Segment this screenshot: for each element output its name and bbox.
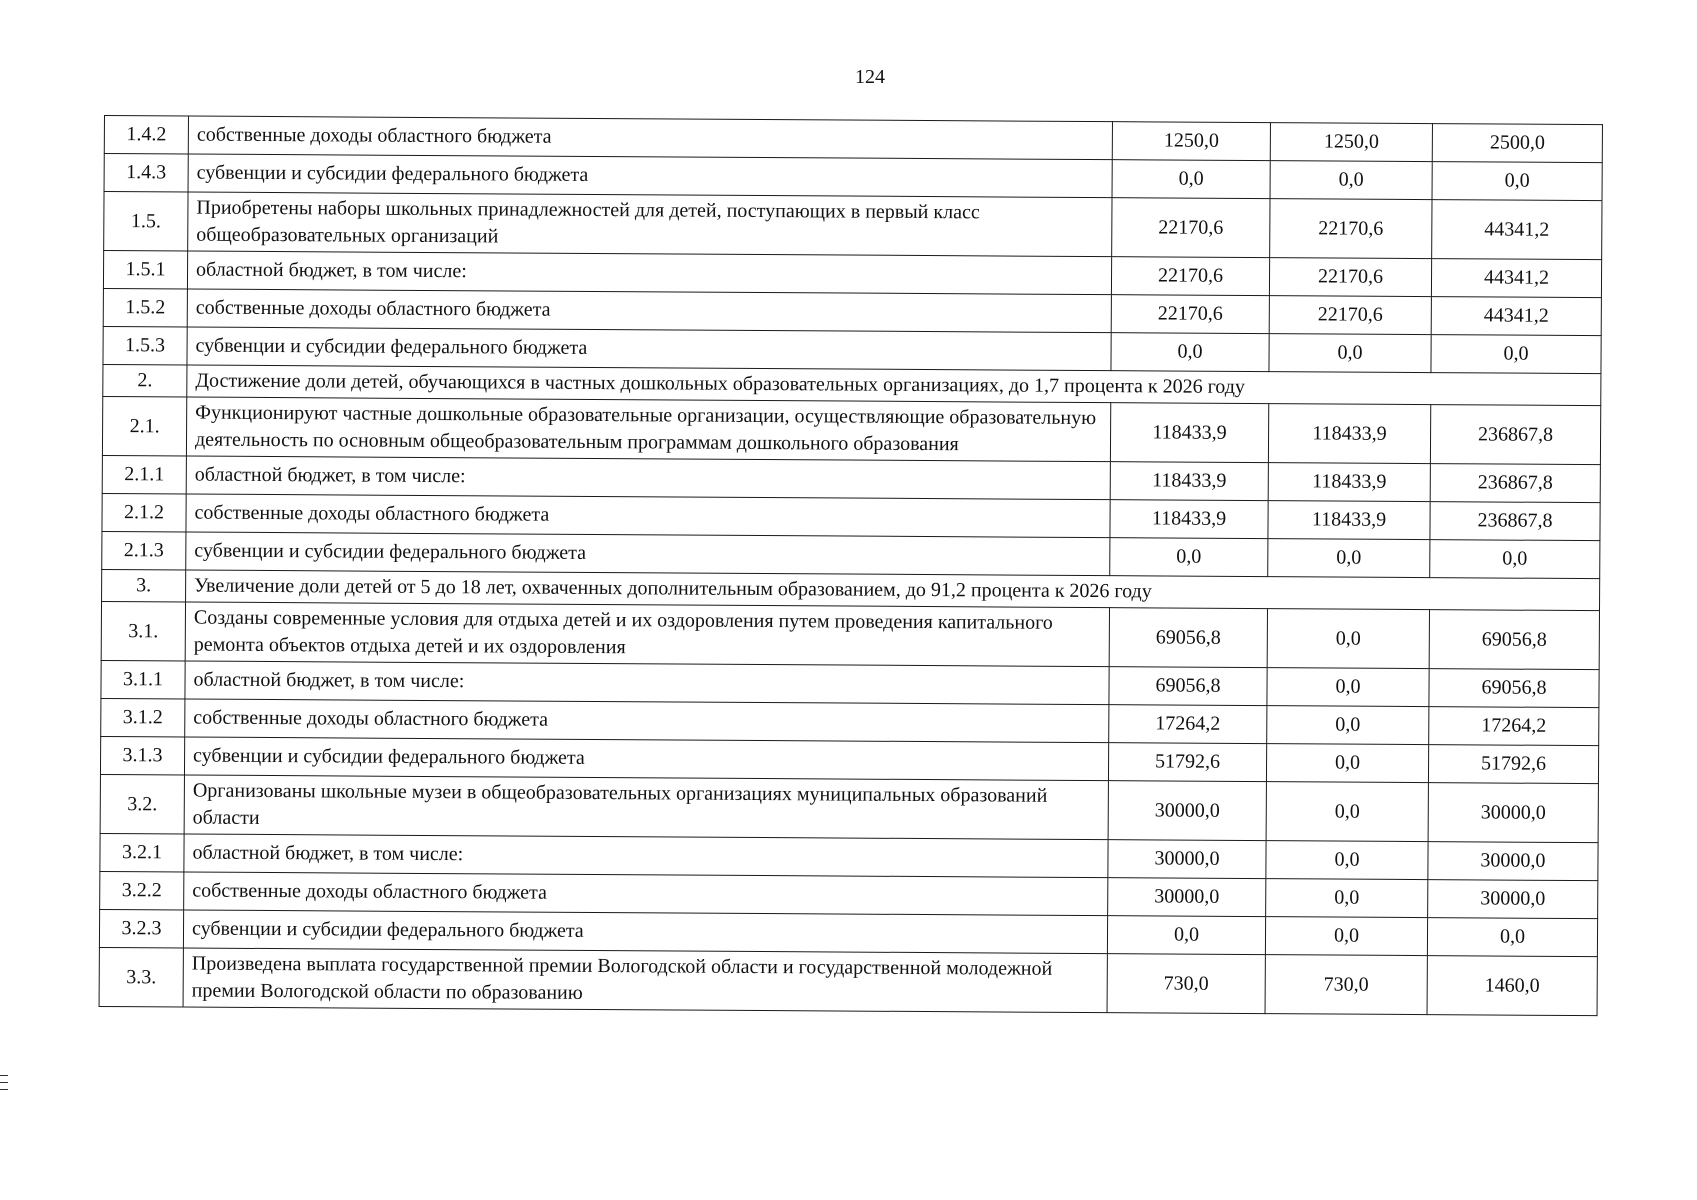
row-number: 3.2. — [100, 774, 184, 834]
table-row — [99, 947, 1597, 1015]
table-body — [99, 116, 1602, 1016]
row-number: 3. — [102, 569, 186, 602]
row-number: 2.1. — [102, 396, 186, 456]
value-cell-2: 118433,9 — [1268, 404, 1430, 464]
row-description: субвенции и субсидии федерального бюджета — [187, 327, 1111, 371]
value-cell-3: 30000,0 — [1428, 842, 1598, 881]
section-description: Достижение доли детей, обучающихся в частных дошкольных образовательных организациях, до 1,7 процента к 2026 году — [187, 365, 1601, 406]
value-cell-1: 30000,0 — [1108, 840, 1266, 879]
value-cell-3: 0,0 — [1430, 540, 1600, 579]
value-cell-3: 236867,8 — [1430, 502, 1600, 541]
value-cell-3: 44341,2 — [1431, 259, 1601, 298]
row-number: 1.5.2 — [103, 288, 187, 327]
value-cell-3: 0,0 — [1427, 918, 1597, 957]
row-number: 1.4.3 — [104, 154, 188, 193]
margin-marks — [0, 1075, 8, 1096]
value-cell-2: 22170,6 — [1269, 296, 1431, 335]
value-cell-3: 30000,0 — [1428, 783, 1598, 843]
row-description: Созданы современные условия для отдыха детей и их оздоровления путем проведения капитального ремонта объектов отдыха детей и их оздоровления — [185, 602, 1109, 667]
value-cell-3: 0,0 — [1431, 335, 1601, 374]
row-description: областной бюджет, в том числе: — [184, 834, 1108, 878]
row-description: Приобретены наборы школьных принадлежностей для детей, поступающих в первый класс общеобразовательных организаций — [188, 192, 1112, 257]
value-cell-1: 1250,0 — [1112, 122, 1270, 161]
table-row — [102, 396, 1600, 464]
value-cell-2: 118433,9 — [1268, 463, 1430, 502]
value-cell-1: 118433,9 — [1110, 403, 1268, 463]
value-cell-2: 118433,9 — [1268, 501, 1430, 540]
row-description: субвенции и субсидии федерального бюджета — [188, 154, 1112, 198]
row-description: субвенции и субсидии федерального бюджета — [183, 910, 1107, 954]
value-cell-1: 118433,9 — [1110, 462, 1268, 501]
value-cell-2: 0,0 — [1267, 609, 1429, 669]
row-description: областной бюджет, в том числе: — [185, 661, 1109, 705]
value-cell-2: 0,0 — [1267, 706, 1429, 745]
row-description: собственные доходы областного бюджета — [187, 289, 1111, 333]
value-cell-2: 730,0 — [1265, 955, 1427, 1015]
value-cell-2: 0,0 — [1269, 334, 1431, 373]
value-cell-1: 30000,0 — [1108, 781, 1266, 841]
value-cell-2: 0,0 — [1265, 917, 1427, 956]
value-cell-2: 0,0 — [1270, 161, 1432, 200]
value-cell-2: 0,0 — [1268, 539, 1430, 578]
row-number: 3.1. — [101, 601, 185, 661]
value-cell-3: 0,0 — [1432, 162, 1602, 201]
value-cell-3: 51792,6 — [1428, 745, 1598, 784]
value-cell-3: 17264,2 — [1429, 707, 1599, 746]
value-cell-3: 69056,8 — [1429, 610, 1599, 670]
row-number: 1.5.1 — [103, 251, 187, 290]
value-cell-1: 730,0 — [1107, 954, 1265, 1014]
row-description: Произведена выплата государственной премии Вологодской области и государственной молодежной премии Вологодской области по образованию — [183, 948, 1107, 1013]
value-cell-1: 30000,0 — [1108, 878, 1266, 917]
row-number: 1.4.2 — [104, 116, 188, 155]
row-number: 2.1.3 — [102, 531, 186, 570]
value-cell-2: 0,0 — [1266, 744, 1428, 783]
value-cell-1: 22170,6 — [1111, 257, 1269, 296]
row-number: 3.3. — [99, 947, 183, 1007]
value-cell-1: 118433,9 — [1110, 500, 1268, 539]
row-number: 3.2.3 — [99, 909, 183, 948]
row-number: 3.1.3 — [100, 736, 184, 775]
row-number: 3.1.2 — [101, 698, 185, 737]
value-cell-3: 44341,2 — [1432, 200, 1602, 260]
value-cell-1: 22170,6 — [1112, 198, 1270, 258]
row-number: 2.1.1 — [102, 455, 186, 494]
row-description: субвенции и субсидии федерального бюджета — [186, 532, 1110, 576]
table-row — [101, 601, 1599, 669]
value-cell-2: 22170,6 — [1270, 199, 1432, 259]
value-cell-3: 236867,8 — [1430, 405, 1600, 465]
value-cell-1: 0,0 — [1110, 538, 1268, 577]
value-cell-1: 17264,2 — [1109, 705, 1267, 744]
value-cell-3: 236867,8 — [1430, 464, 1600, 503]
table-row — [100, 774, 1598, 842]
value-cell-1: 0,0 — [1111, 333, 1269, 372]
value-cell-2: 0,0 — [1266, 782, 1428, 842]
value-cell-1: 0,0 — [1112, 160, 1270, 199]
row-description: собственные доходы областного бюджета — [188, 116, 1112, 160]
row-description: собственные доходы областного бюджета — [186, 494, 1110, 538]
row-number: 1.5.3 — [103, 326, 187, 365]
value-cell-1: 22170,6 — [1111, 295, 1269, 334]
value-cell-2: 1250,0 — [1270, 123, 1432, 162]
row-number: 2.1.2 — [102, 493, 186, 532]
row-number: 3.2.1 — [100, 833, 184, 872]
value-cell-2: 0,0 — [1266, 841, 1428, 880]
page-number: 124 — [855, 66, 885, 88]
value-cell-1: 0,0 — [1107, 916, 1265, 955]
value-cell-3: 1460,0 — [1427, 956, 1597, 1016]
section-description: Увеличение доли детей от 5 до 18 лет, охваченных дополнительным образованием, до 91,2 процента к 2026 году — [186, 570, 1600, 611]
row-description: Организованы школьные музеи в общеобразовательных организациях муниципальных образований области — [184, 775, 1108, 840]
value-cell-1: 51792,6 — [1108, 743, 1266, 782]
value-cell-3: 30000,0 — [1428, 880, 1598, 919]
row-description: собственные доходы областного бюджета — [185, 699, 1109, 743]
row-description: областной бюджет, в том числе: — [186, 456, 1110, 500]
value-cell-2: 0,0 — [1266, 879, 1428, 918]
row-number: 1.5. — [104, 192, 188, 252]
row-number: 3.1.1 — [101, 660, 185, 699]
value-cell-1: 69056,8 — [1109, 667, 1267, 706]
value-cell-2: 0,0 — [1267, 668, 1429, 707]
row-description: Функционируют частные дошкольные образовательные организации, осуществляющие образовательную деятельность по основным общеобразовательным программам дошкольного образования — [186, 397, 1110, 462]
row-description: областной бюджет, в том числе: — [187, 251, 1111, 295]
value-cell-3: 44341,2 — [1431, 297, 1601, 336]
row-number: 3.2.2 — [100, 871, 184, 910]
value-cell-3: 69056,8 — [1429, 669, 1599, 708]
value-cell-1: 69056,8 — [1109, 608, 1267, 668]
row-number: 2. — [103, 364, 187, 397]
value-cell-2: 22170,6 — [1269, 258, 1431, 297]
row-description: собственные доходы областного бюджета — [184, 872, 1108, 916]
value-cell-3: 2500,0 — [1432, 124, 1602, 163]
table-row — [104, 192, 1602, 260]
row-description: субвенции и субсидии федерального бюджета — [184, 737, 1108, 781]
budget-table — [99, 115, 1603, 1016]
